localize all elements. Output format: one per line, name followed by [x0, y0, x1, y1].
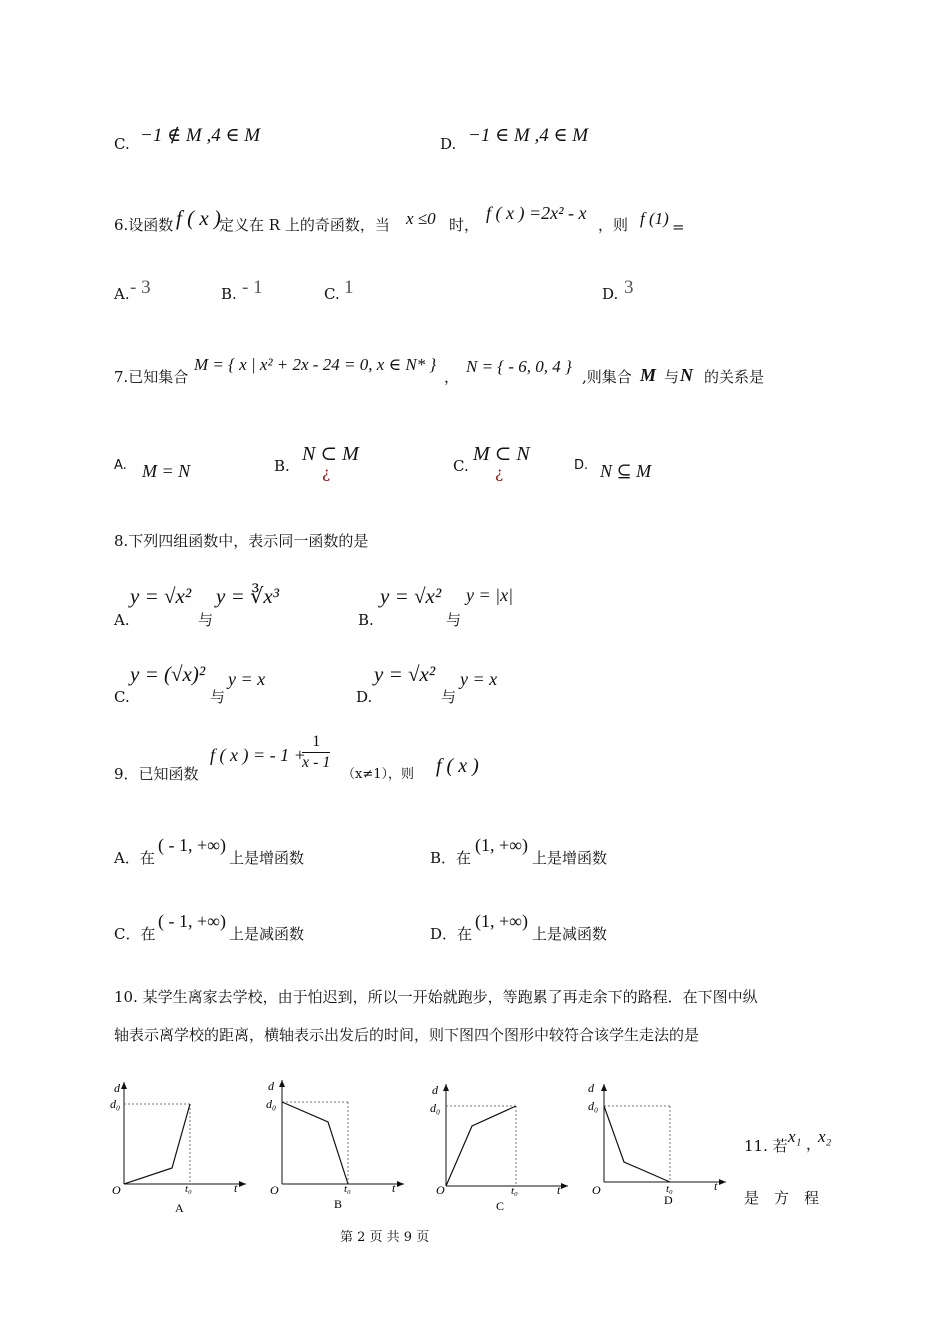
graph-d-t0: t₀	[666, 1183, 673, 1195]
q7-option-c-label: C.	[453, 457, 469, 475]
q7-option-d-label: D.	[574, 458, 589, 473]
q6-equals: =	[672, 218, 685, 236]
q7-option-b-value: N ⊂ M	[302, 443, 359, 465]
graph-a-origin: O	[112, 1183, 121, 1197]
q5-option-d-math: −1 ∈ M ,4 ∈ M	[468, 125, 589, 146]
graph-d-origin: O	[592, 1183, 601, 1197]
q8-title: 8.下列四组函数中，表示同一函数的是	[114, 532, 369, 550]
q7-option-d-value: N ⊆ M	[600, 461, 652, 481]
q10-line2: 轴表示离学校的距离，横轴表示出发后的时间，则下图四个图形中较符合该学生走法的是	[114, 1026, 700, 1044]
q10-line1: 10. 某学生离家去学校，由于怕迟到，所以一开始就跑步，等跑累了再走余下的路程．在下图中纵	[114, 988, 758, 1006]
q8-option-c-f2: y = x	[228, 669, 266, 689]
graph-d	[588, 1076, 730, 1218]
q8-option-d-with: 与	[441, 688, 457, 706]
q7-comma: ，	[444, 368, 460, 386]
q6-option-d-label: D.	[602, 285, 619, 303]
graph-c-caption: C	[496, 1199, 505, 1213]
graph-a-t0: t₀	[185, 1183, 192, 1195]
q7-set-m: M = { x | x² + 2x - 24 = 0, x ∈ N* }	[194, 355, 437, 374]
q9-prefix: 9．已知函数	[114, 765, 199, 783]
q9-option-d-text: 上是减函数	[532, 925, 608, 943]
graph-a	[108, 1074, 248, 1216]
q7-m-bold: M	[640, 365, 657, 385]
q6-option-c-value: 1	[344, 277, 354, 298]
q7-option-c-value: M ⊂ N	[473, 443, 530, 465]
graph-b-t0: t₀	[344, 1183, 351, 1195]
q6-prefix: 6.设函数	[114, 216, 174, 234]
graph-c	[430, 1076, 570, 1218]
q9-denominator: x - 1	[302, 754, 331, 771]
q8-option-b-f1: y = √x²	[380, 584, 442, 608]
q6-option-b-label: B.	[221, 285, 237, 303]
q8-option-a-f1: y = √x²	[130, 584, 192, 608]
q8-option-c-label: C.	[114, 688, 130, 706]
q7-option-c-mark: ¿	[495, 464, 504, 482]
q6-mid3: ，则	[598, 216, 629, 234]
graph-b-caption: B	[334, 1197, 343, 1211]
graph-a-caption: A	[175, 1201, 184, 1215]
q6-option-d-value: 3	[624, 277, 634, 298]
q9-fraction	[302, 734, 330, 771]
q9-option-a-text: 上是增函数	[229, 849, 305, 867]
q7-option-b-mark: ¿	[322, 464, 331, 482]
q9-option-b-interval: (1, +∞)	[475, 835, 528, 855]
q6-formula: f ( x ) =2x² - x	[486, 203, 587, 223]
graph-d-caption: D	[664, 1193, 673, 1207]
q8-option-a-label: A.	[114, 611, 130, 629]
q9-fx2: f ( x )	[436, 755, 479, 777]
q9-condition: （x≠1），则	[342, 767, 414, 782]
q8-option-b-with: 与	[446, 611, 462, 629]
q5-option-c-label: C.	[114, 135, 130, 153]
graph-d-t: t	[714, 1179, 718, 1193]
q7-suffix1: ,则集合	[582, 368, 632, 386]
q7-set-n: N = { - 6, 0, 4 }	[466, 357, 572, 376]
q11-x2: x₂	[818, 1127, 832, 1146]
q8-option-d-label: D.	[356, 688, 373, 706]
q6-condition: x ≤0	[406, 209, 436, 228]
graph-c-origin: O	[436, 1183, 445, 1197]
q9-option-b-label: B．在	[430, 849, 472, 867]
q6-mid1: 定义在 R 上的奇函数，当	[219, 216, 390, 234]
q9-option-c-interval: ( - 1, +∞)	[158, 911, 226, 931]
graph-c-t0: t₀	[511, 1185, 518, 1197]
q5-option-c-math: −1 ∉ M ,4 ∈ M	[140, 125, 261, 146]
graph-c-d0: d₀	[430, 1101, 441, 1115]
graph-d-d: d	[588, 1081, 594, 1095]
q8-option-b-label: B.	[358, 611, 374, 629]
q8-option-a-f2: y = ∛x³	[216, 584, 279, 608]
q7-n-bold: N	[680, 365, 693, 385]
q6-mid2: 时，	[449, 216, 480, 234]
q7-suffix2: 的关系是	[704, 368, 765, 386]
graph-a-d: d	[114, 1081, 120, 1095]
q9-option-d-interval: (1, +∞)	[475, 911, 528, 931]
q9-option-b-text: 上是增函数	[532, 849, 608, 867]
graph-b-d: d	[268, 1079, 274, 1093]
q5-option-d-label: D.	[440, 135, 457, 153]
q9-option-a-label: A．在	[114, 849, 155, 867]
graph-d-d0: d₀	[588, 1099, 599, 1113]
q7-with: 与	[664, 368, 680, 386]
graph-b-t: t	[392, 1181, 396, 1195]
q9-option-c-text: 上是减函数	[229, 925, 305, 943]
q8-option-b-f2: y = |x|	[466, 585, 514, 605]
graph-b-d0: d₀	[266, 1097, 277, 1111]
graph-c-t: t	[557, 1183, 561, 1197]
page-footer: 第 2 页 共 9 页	[340, 1230, 430, 1245]
q7-option-b-label: B.	[274, 457, 290, 475]
q6-option-a-label: A.	[114, 285, 130, 303]
q9-option-d-label: D．在	[430, 925, 473, 943]
q6-option-b-value: - 1	[242, 277, 263, 298]
q11-x1: x₁	[788, 1127, 802, 1146]
q9-option-c-label: C．在	[114, 925, 156, 943]
q8-option-d-f2: y = x	[460, 669, 498, 689]
q6-f1: f (1)	[640, 209, 669, 228]
q8-option-c-with: 与	[210, 688, 226, 706]
graph-b-origin: O	[270, 1183, 279, 1197]
q6-option-c-label: C.	[324, 285, 340, 303]
q6-fx: f ( x )	[176, 206, 221, 230]
graph-a-t: t	[234, 1181, 238, 1195]
q9-numerator: 1	[302, 734, 330, 753]
q11-line2: 是 方 程	[744, 1189, 820, 1207]
q6-option-a-value: - 3	[130, 277, 151, 298]
graph-c-d: d	[432, 1083, 438, 1097]
q8-option-a-with: 与	[198, 611, 214, 629]
q8-option-c-f1: y = (√x)²	[130, 662, 206, 686]
q11-separator: ，	[806, 1135, 822, 1153]
q7-option-a-value: M = N	[142, 461, 191, 481]
q7-option-a-label: A.	[114, 458, 127, 473]
q11-prefix: 11. 若	[744, 1137, 788, 1155]
graph-a-d0: d₀	[110, 1097, 121, 1111]
graph-b	[266, 1072, 406, 1214]
q7-prefix: 7.已知集合	[114, 368, 189, 386]
q9-option-a-interval: ( - 1, +∞)	[158, 835, 226, 855]
q9-fx: f ( x ) = - 1 +	[210, 745, 306, 765]
q8-option-d-f1: y = √x²	[374, 662, 436, 686]
